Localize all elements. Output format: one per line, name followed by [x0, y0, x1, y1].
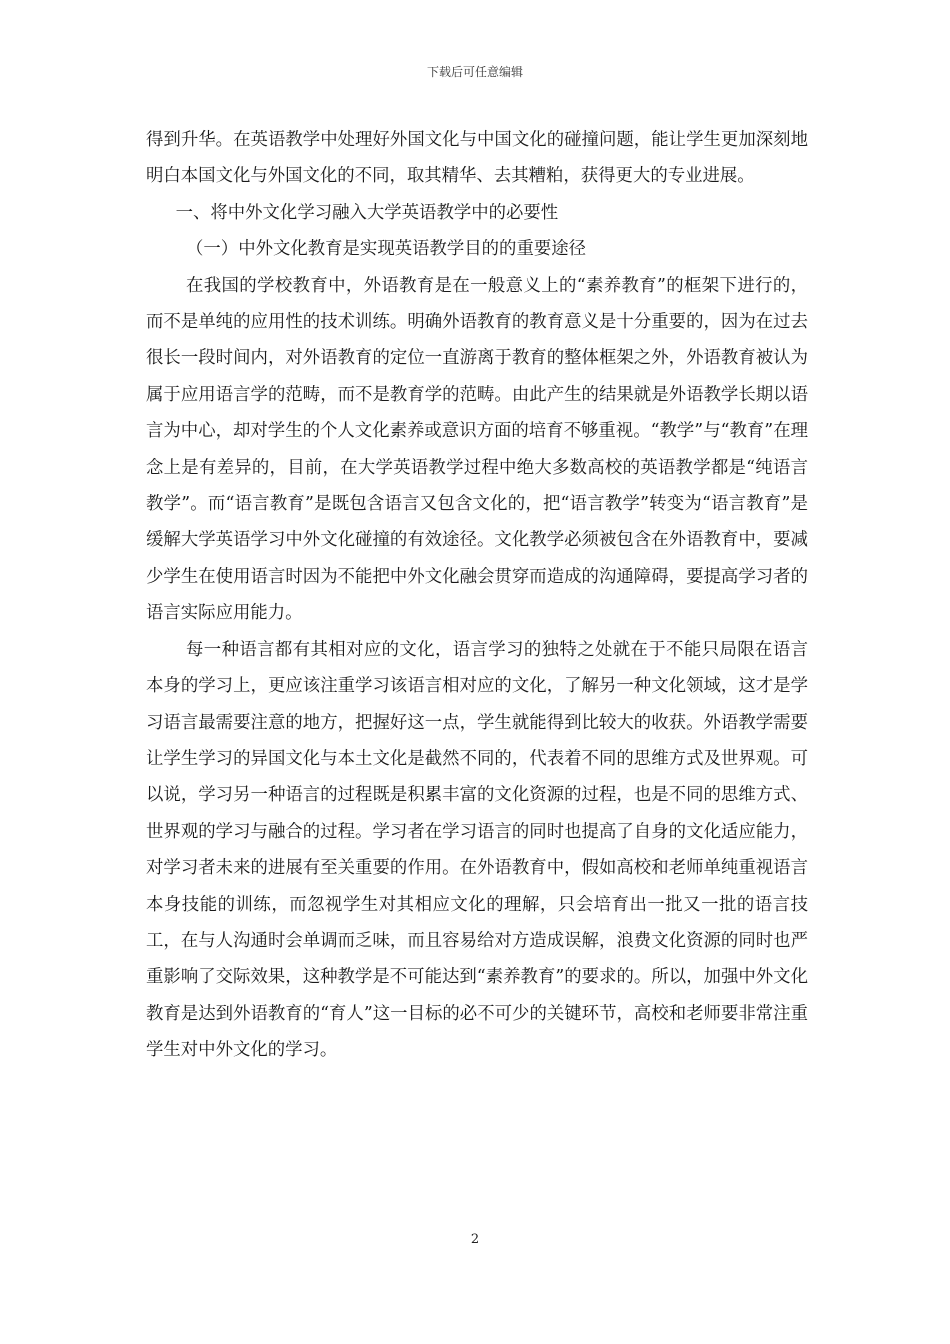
section-heading: 一、将中外文化学习融入大学英语教学中的必要性: [175, 202, 559, 223]
subsection-heading: （一）中外文化教育是实现英语教学目的的重要途径: [186, 239, 587, 260]
document-body: [146, 122, 808, 1069]
body-paragraph: 每一种语言都有其相对应的文化，语言学习的独特之处就在于不能只局限在语言本身的学习上，更应该注重学习该语言相对应的文化，了解另一种文化领域，这才是学习语言最需要注意的地方，把握好这一点，学生就能得到比较大的收获。外语教学需要让学生学习的异国文化与本土文化是截然不同的，代表着不同的思维方式及世界观。可以说，学习另一种语言的过程既是积累丰富的文化资源的过程，也是不同的思维方式、世界观的学习与融合的过程。学习者在学习语言的同时也提高了自身的文化适应能力，对学习者未来的进展有至关重要的作用。在外语教育中，假如高校和老师单纯重视语言本身技能的训练，而忽视学生对其相应文化的理解，只会培育出一批又一批的语言技工，在与人沟通时会单调而乏味，而且容易给对方造成误解，浪费文化资源的同时也严重影响了交际效果，这种教学是不可能达到“素养教育”的要求的。所以，加强中外文化教育是达到外语教育的“育人”这一目标的必不可少的关键环节，高校和老师要非常注重学生对中外文化的学习。: [146, 639, 808, 1061]
page-number: 2: [470, 1232, 480, 1247]
body-paragraph: 在我国的学校教育中，外语教育是在一般意义上的“素养教育”的框架下进行的，而不是单纯的应用性的技术训练。明确外语教育的教育意义是十分重要的，因为在过去很长一段时间内，对外语教育的定位一直游离于教育的整体框架之外，外语教育被认为属于应用语言学的范畴，而不是教育学的范畴。由此产生的结果就是外语教学长期以语言为中心，却对学生的个人文化素养或意识方面的培育不够重视。“教学”与“教育”在理念上是有差异的，目前，在大学英语教学过程中绝大多数高校的英语教学都是“纯语言教学”。而“语言教育”是既包含语言又包含文化的，把“语言教学”转变为“语言教育”是缓解大学英语学习中外文化碰撞的有效途径。文化教学必须被包含在外语教育中，要减少学生在使用语言时因为不能把中外文化融会贯穿而造成的沟通障碍，要提高学习者的语言实际应用能力。: [146, 275, 808, 624]
page-header: 下载后可任意编辑: [426, 65, 523, 79]
paragraph-continued: 得到升华。在英语教学中处理好外国文化与中国文化的碰撞问题，能让学生更加深刻地明白本国文化与外国文化的不同，取其精华、去其糟粕，获得更大的专业进展。: [146, 130, 808, 187]
